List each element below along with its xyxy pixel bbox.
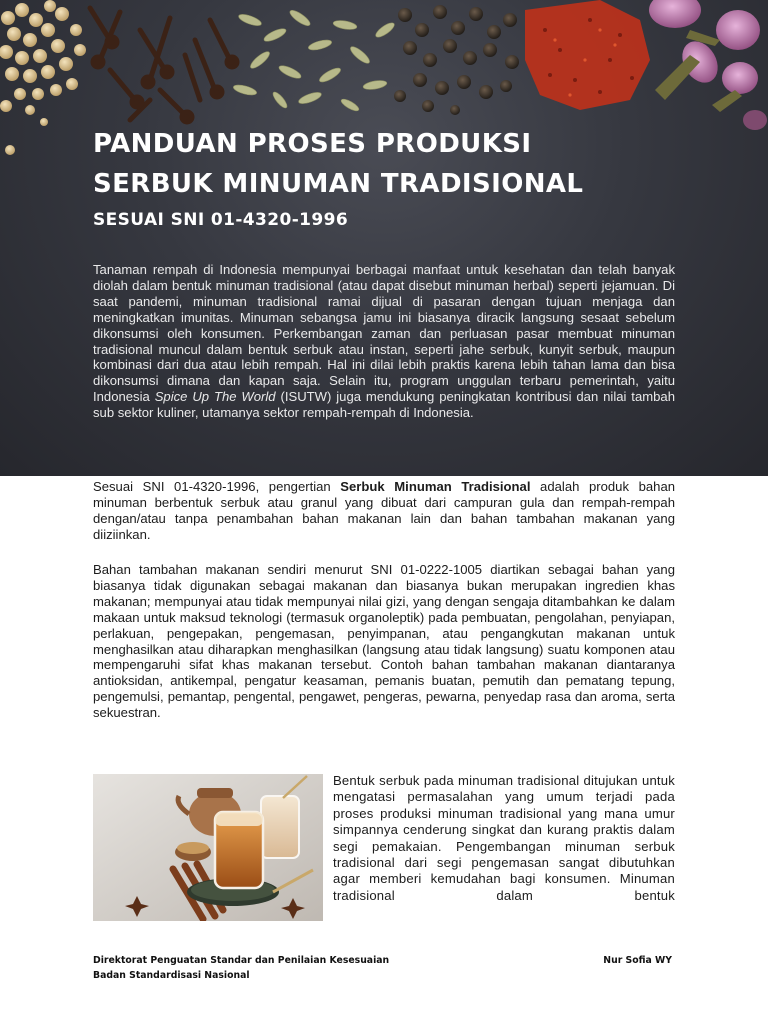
- definition-text-start: Sesuai SNI 01-4320-1996, pengertian: [93, 479, 341, 494]
- intro-paragraph: [93, 262, 675, 421]
- footer-agency: Badan Standardisasi Nasional: [93, 970, 250, 981]
- title-block: [93, 124, 713, 230]
- definition-text-end: adalah produk bahan minuman berbentuk serbuk atau granul yang dibuat dari campuran gula dan rempah-rempah dengan/atau tanpa penambahan bahan makanan lain dan bahan tambahan makanan yang diiziinkan.: [93, 479, 676, 542]
- footer-directorate: Direktorat Penguatan Standar dan Penilaian Kesesuaian: [93, 955, 390, 966]
- intro-italic-program: Spice Up The World: [154, 389, 276, 405]
- coriander-seeds: [0, 0, 86, 155]
- page-title-line-2: SERBUK MINUMAN TRADISIONAL: [93, 169, 584, 199]
- chili-flakes: [525, 0, 650, 110]
- additive-paragraph: Bahan tambahan makanan sendiri menurut SNI 01-0222-1005 diartikan sebagai bahan yang biasanya tidak digunakan sebagai makanan dan biasanya bukan merupakan ingredien khas makanan; mempunyai atau tidak mempunyai nilai gizi, yang dengan sengaja ditambahkan ke dalam makaan untuk maksud teknologi (termasuk organoleptik) pada pembuatan, pengolahan, penyiapan, perlakuan, pengepakan, pengemasan, penyimpanan, atau pengangkutan makanan untuk menghasilkan atau diharapkan menghasilkan (langsung atau tidak langsung) suatu komponen atau mempengaruhi sifat khas makanan tersebut. Contoh bahan tambahan makanan diantaranya antioksidan, antikempal, pengatur keasaman, pemanis buatan, pemutih dan pematang tepung, pengemulsi, pemantap, pengental, pengawet, pengeras, pewarna, penyedap rasa dan aroma, serta sekuestran.: [93, 562, 675, 721]
- page-subtitle: SESUAI SNI 01-4320-1996: [93, 210, 349, 230]
- definition-term: Serbuk Minuman Tradisional: [340, 479, 531, 494]
- intro-text-end: (ISUTW) juga mendukung peningkatan kontribusi dan nilai tambah sub sektor kuliner, utamanya sektor rempah-rempah di Indonesia.: [93, 389, 675, 421]
- drink-photo: [93, 774, 323, 921]
- intro-text-start: Tanaman rempah di Indonesia mempunyai berbagai manfaat untuk kesehatan dan telah banyak diolah dalam bentuk minuman tradisional (atau dapat disebut minuman herbal) seperti jejamuan. Di saat pandemi, minuman tradisional ramai dijual di pasaran dengan tujuan menjaga dan meningkatkan imunitas. Minuman sebangsa jamu ini biasanya diracik langsung sesaat sebelum dikonsumsi oleh konsumen. Perkembangan zaman dan perluasan pasar membuat minuman tradisional muncul dalam bentuk serbuk atau instan, seperti jahe serbuk, kunyit serbuk, maupun kombinasi dari dua atau lebih rempah. Hal ini dilai lebih praktis karena lebih tahan lama dan bisa dikonsumsi dimana dan kapan saja. Selain itu, program unggulan terbaru pemerintah, yaitu Indonesia: [93, 262, 675, 405]
- black-pepper: [394, 5, 519, 115]
- fennel-seeds: [232, 8, 396, 113]
- powder-form-paragraph: Bentuk serbuk pada minuman tradisional ditujukan untuk mengatasi permasalahan yang umum terjadi pada proses produksi minuman tradisional yang mana umur simpannya cenderung singkat dan kurang praktis dalam segi pemakaian. Pengembangan minuman serbuk tradisional dari segi pengemasan sangat dibutuhkan agar memberi kemudahan bagi konsumen. Minuman tradisional dalam bentuk: [333, 773, 675, 903]
- rose-buds: [649, 0, 767, 130]
- cloves: [90, 8, 237, 122]
- hero-banner: [0, 0, 768, 476]
- footer-organization: [93, 953, 389, 983]
- page-title-line-1: PANDUAN PROSES PRODUKSI: [93, 129, 532, 159]
- tea-glasses-image: [93, 774, 323, 921]
- definition-paragraph: [93, 479, 675, 543]
- footer-author: Nur Sofia WY: [603, 955, 672, 966]
